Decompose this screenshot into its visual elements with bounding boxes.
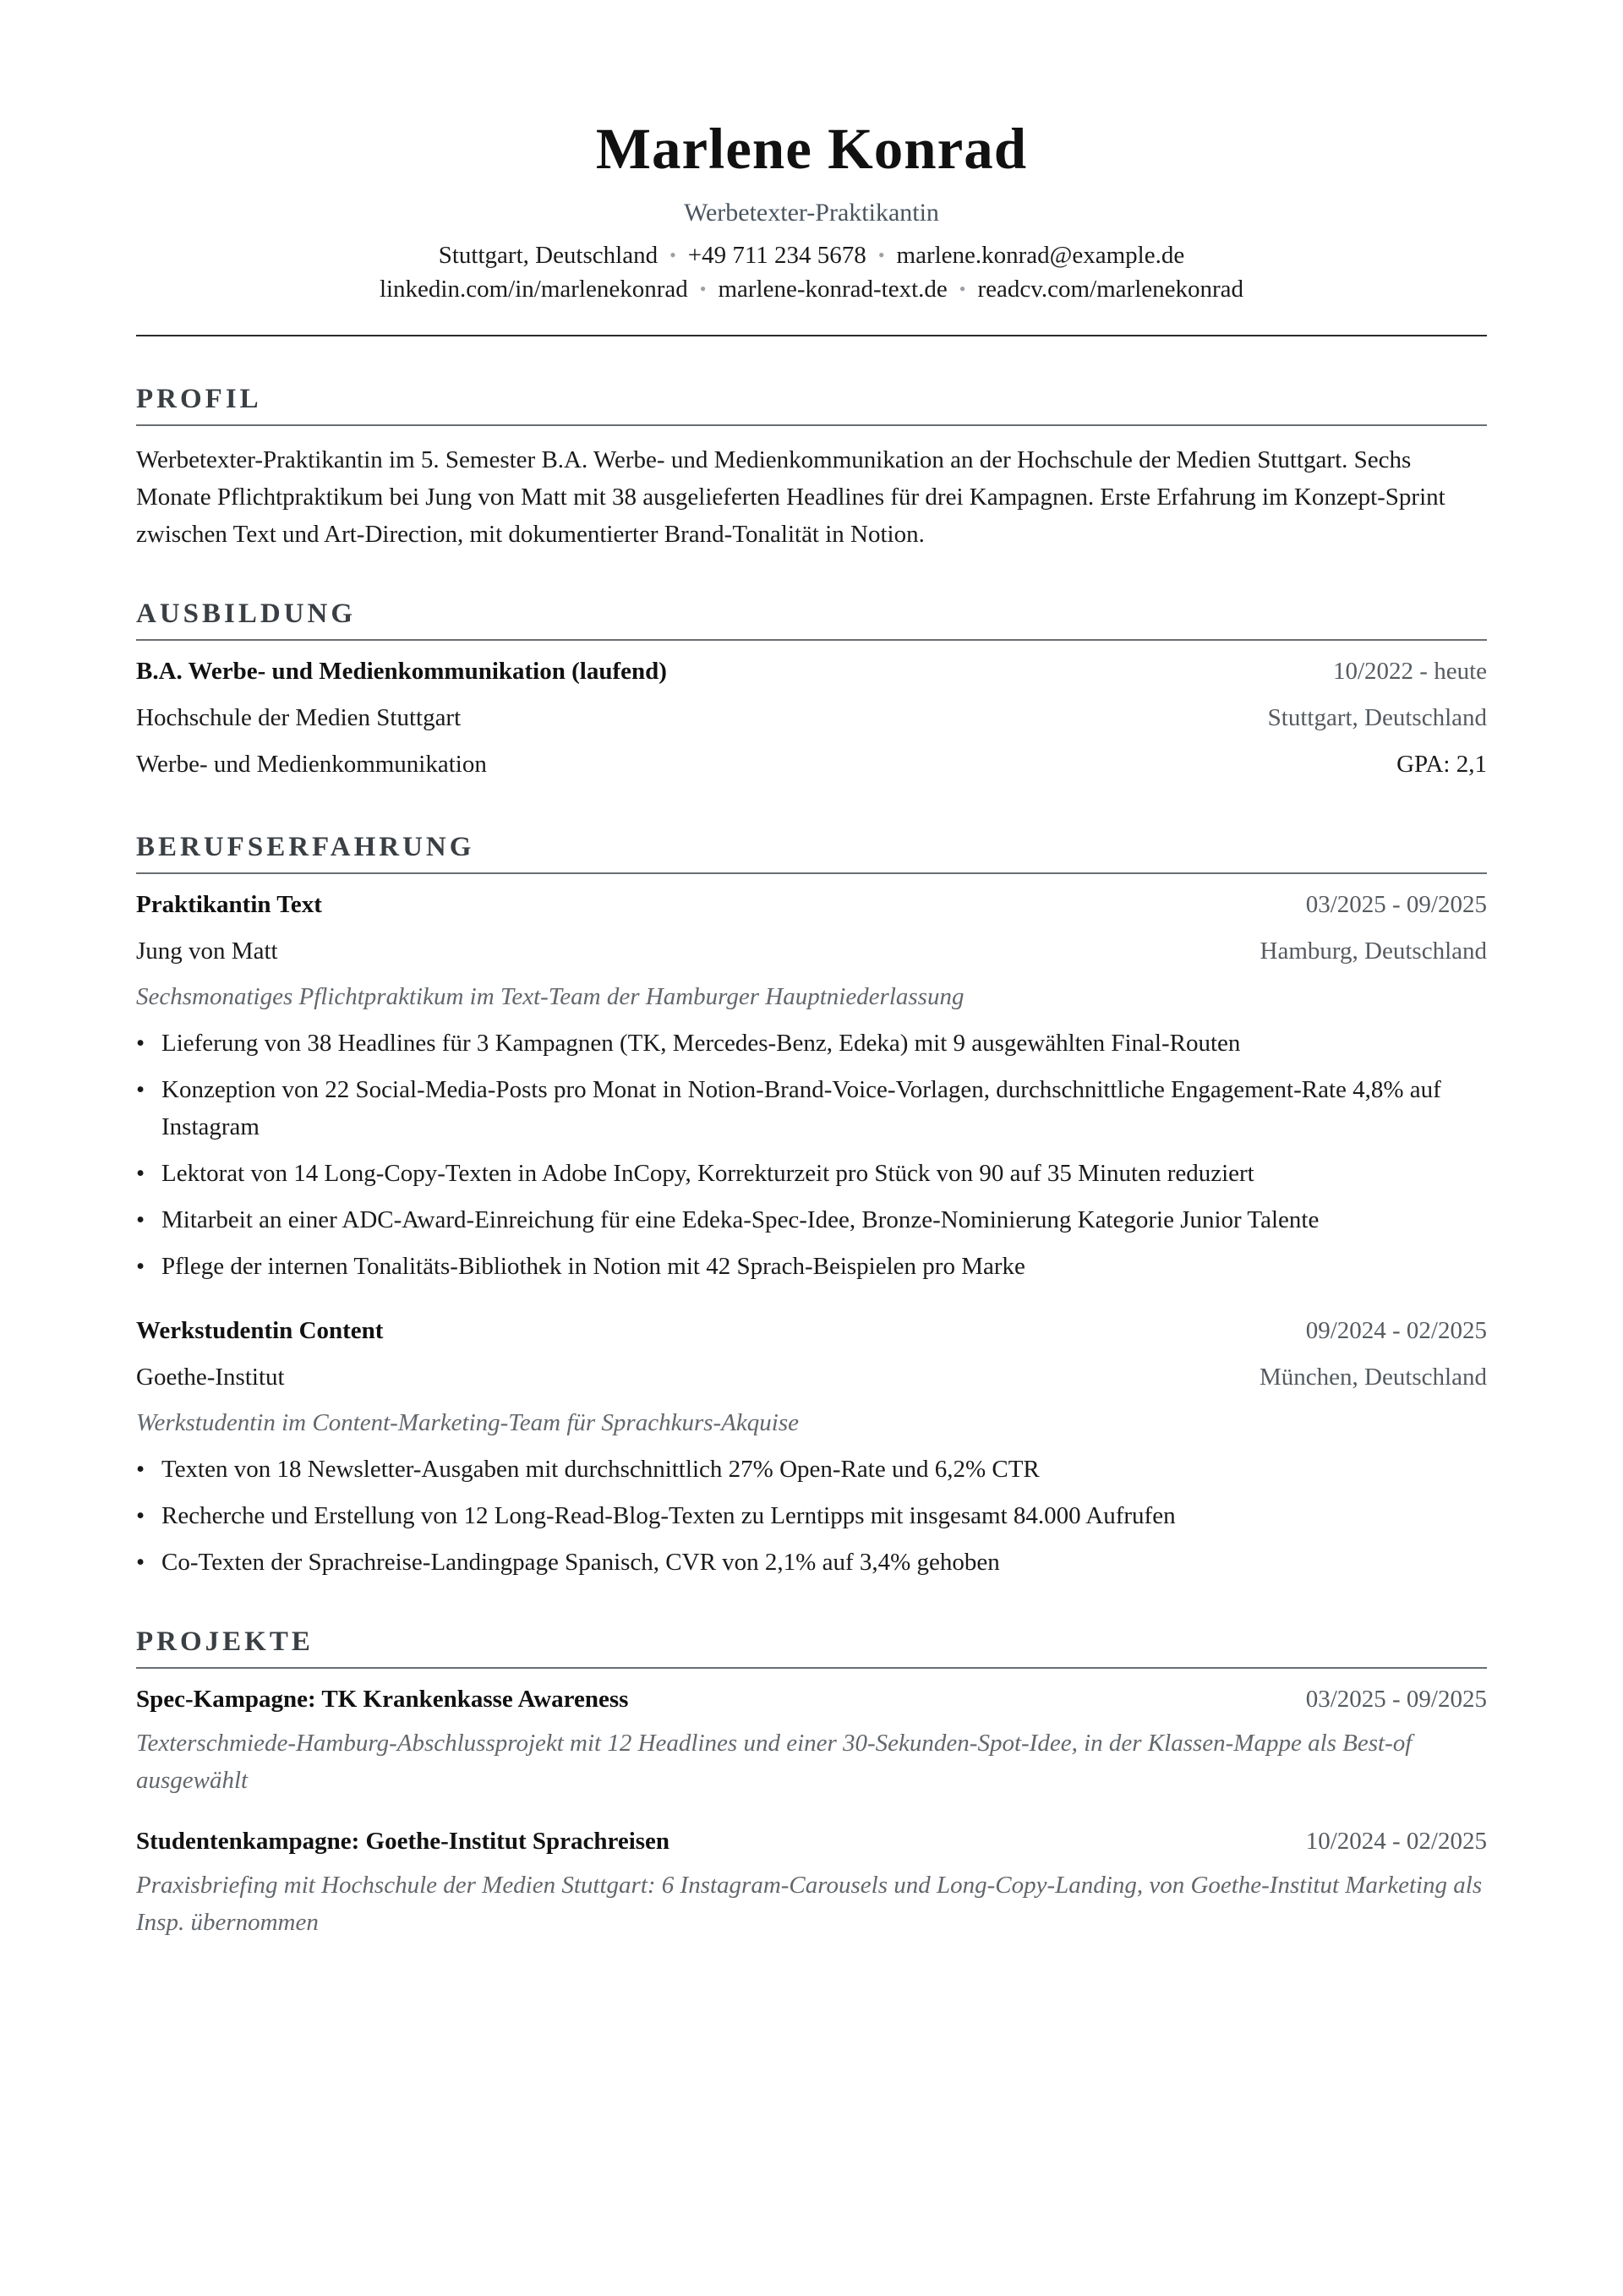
resume-header xyxy=(136,0,1487,306)
contact-line-2 xyxy=(136,272,1487,306)
job-company: Goethe-Institut xyxy=(136,1364,285,1391)
job-bullet: • Lektorat von 14 Long-Copy-Texten in Adobe InCopy, Korrekturzeit pro Stück von 90 auf 35 Minuten reduziert xyxy=(136,1155,1487,1192)
section-title-ausbildung: AUSBILDUNG xyxy=(136,597,1487,641)
section-berufserfahrung xyxy=(136,830,1487,1581)
job-entry xyxy=(136,888,1487,1285)
header-divider xyxy=(136,335,1487,336)
candidate-role: Werbetexter-Praktikantin xyxy=(684,199,939,227)
job-company: Jung von Matt xyxy=(136,938,278,965)
section-title-profil: PROFIL xyxy=(136,382,1487,426)
phone-text: +49 711 234 5678 xyxy=(687,242,866,269)
location-text: Stuttgart, Deutschland xyxy=(438,242,658,269)
job-bullet: • Co-Texten der Sprachreise-Landingpage Spanisch, CVR von 2,1% auf 3,4% gehoben xyxy=(136,1544,1487,1581)
job-title-row xyxy=(136,1314,1487,1348)
section-projekte xyxy=(136,1625,1487,1941)
section-profil xyxy=(136,382,1487,553)
project-description: Praxisbriefing mit Hochschule der Medien Stuttgart: 6 Instagram-Carousels und Long-Copy-Landing, von Goethe-Institut Marketing als Insp. übernommen xyxy=(136,1872,1483,1936)
job-bullet: • Recherche und Erstellung von 12 Long-Read-Blog-Texten zu Lerntipps mit insgesamt 84.000 Aufrufen xyxy=(136,1497,1487,1534)
candidate-name: Marlene Konrad xyxy=(595,117,1028,181)
job-bullet: • Mitarbeit an einer ADC-Award-Einreichung für eine Edeka-Spec-Idee, Bronze-Nominierung Kategorie Junior Talente xyxy=(136,1201,1487,1238)
project-dates: 10/2024 - 02/2025 xyxy=(1305,1828,1487,1855)
profil-text: Werbetexter-Praktikantin im 5. Semester B.A. Werbe- und Medienkommunikation an der Hochschule der Medien Stuttgart. Sechs Monate Pflichtpraktikum bei Jung von Matt mit 38 ausgelieferten Headlines für drei Kampagnen. Erste Erfahrung im Konzept-Sprint zwischen Text und Art-Direction, mit dokumentierter Brand-Tonalität in Notion. xyxy=(136,446,1445,548)
job-bullet: • Lieferung von 38 Headlines für 3 Kampagnen (TK, Mercedes-Benz, Edeka) mit 9 ausgewählten Final-Routen xyxy=(136,1025,1487,1062)
education-field-row xyxy=(136,747,1487,781)
education-degree-row xyxy=(136,654,1487,688)
job-bullet-list xyxy=(136,1451,1487,1581)
separator-dot: • xyxy=(877,244,885,265)
project-name: Spec-Kampagne: TK Krankenkasse Awareness xyxy=(136,1686,629,1713)
education-entry xyxy=(136,654,1487,781)
job-entry xyxy=(136,1314,1487,1581)
separator-dot: • xyxy=(959,278,966,299)
job-company-row xyxy=(136,934,1487,968)
education-field: Werbe- und Medienkommunikation xyxy=(136,751,487,778)
job-summary: Sechsmonatiges Pflichtpraktikum im Text-Team der Hamburger Hauptniederlassung xyxy=(136,983,965,1010)
project-dates: 03/2025 - 09/2025 xyxy=(1305,1686,1487,1713)
project-name: Studentenkampagne: Goethe-Institut Sprachreisen xyxy=(136,1828,670,1855)
job-summary: Werkstudentin im Content-Marketing-Team für Sprachkurs-Akquise xyxy=(136,1409,799,1436)
job-dates: 03/2025 - 09/2025 xyxy=(1305,891,1487,918)
job-bullet: • Texten von 18 Newsletter-Ausgaben mit durchschnittlich 27% Open-Rate und 6,2% CTR xyxy=(136,1451,1487,1488)
section-title-projekte: PROJEKTE xyxy=(136,1625,1487,1669)
job-location: München, Deutschland xyxy=(1260,1364,1487,1391)
job-bullet: • Pflege der internen Tonalitäts-Bibliothek in Notion mit 42 Sprach-Beispielen pro Marke xyxy=(136,1248,1487,1285)
project-title-row xyxy=(136,1682,1487,1716)
job-bullet: • Konzeption von 22 Social-Media-Posts pro Monat in Notion-Brand-Voice-Vorlagen, durchschnittliche Engagement-Rate 4,8% auf Instagram xyxy=(136,1071,1487,1145)
separator-dot: • xyxy=(699,278,707,299)
project-title-row xyxy=(136,1824,1487,1858)
website-link[interactable]: marlene-konrad-text.de xyxy=(718,276,948,303)
job-role: Werkstudentin Content xyxy=(136,1317,384,1344)
section-title-berufserfahrung: BERUFSERFAHRUNG xyxy=(136,830,1487,874)
job-location: Hamburg, Deutschland xyxy=(1260,938,1487,965)
section-ausbildung xyxy=(136,597,1487,781)
job-role: Praktikantin Text xyxy=(136,891,322,918)
project-entry xyxy=(136,1824,1487,1941)
project-entry xyxy=(136,1682,1487,1799)
job-title-row xyxy=(136,888,1487,921)
project-description: Texterschmiede-Hamburg-Abschlussprojekt mit 12 Headlines und einer 30-Sekunden-Spot-Idee, in der Klassen-Mappe als Best-of ausgewählt xyxy=(136,1730,1413,1794)
contact-line-1 xyxy=(136,238,1487,272)
education-location: Stuttgart, Deutschland xyxy=(1267,704,1487,731)
job-company-row xyxy=(136,1360,1487,1394)
education-degree: B.A. Werbe- und Medienkommunikation (laufend) xyxy=(136,658,667,685)
readcv-link[interactable]: readcv.com/marlenekonrad xyxy=(977,276,1244,303)
email-link[interactable]: marlene.konrad@example.de xyxy=(896,242,1185,269)
separator-dot: • xyxy=(669,244,676,265)
education-dates: 10/2022 - heute xyxy=(1332,658,1487,685)
linkedin-link[interactable]: linkedin.com/in/marlenekonrad xyxy=(379,276,688,303)
education-school: Hochschule der Medien Stuttgart xyxy=(136,704,462,731)
job-dates: 09/2024 - 02/2025 xyxy=(1305,1317,1487,1344)
education-school-row xyxy=(136,701,1487,735)
education-gpa: GPA: 2,1 xyxy=(1396,751,1487,778)
job-bullet-list xyxy=(136,1025,1487,1285)
